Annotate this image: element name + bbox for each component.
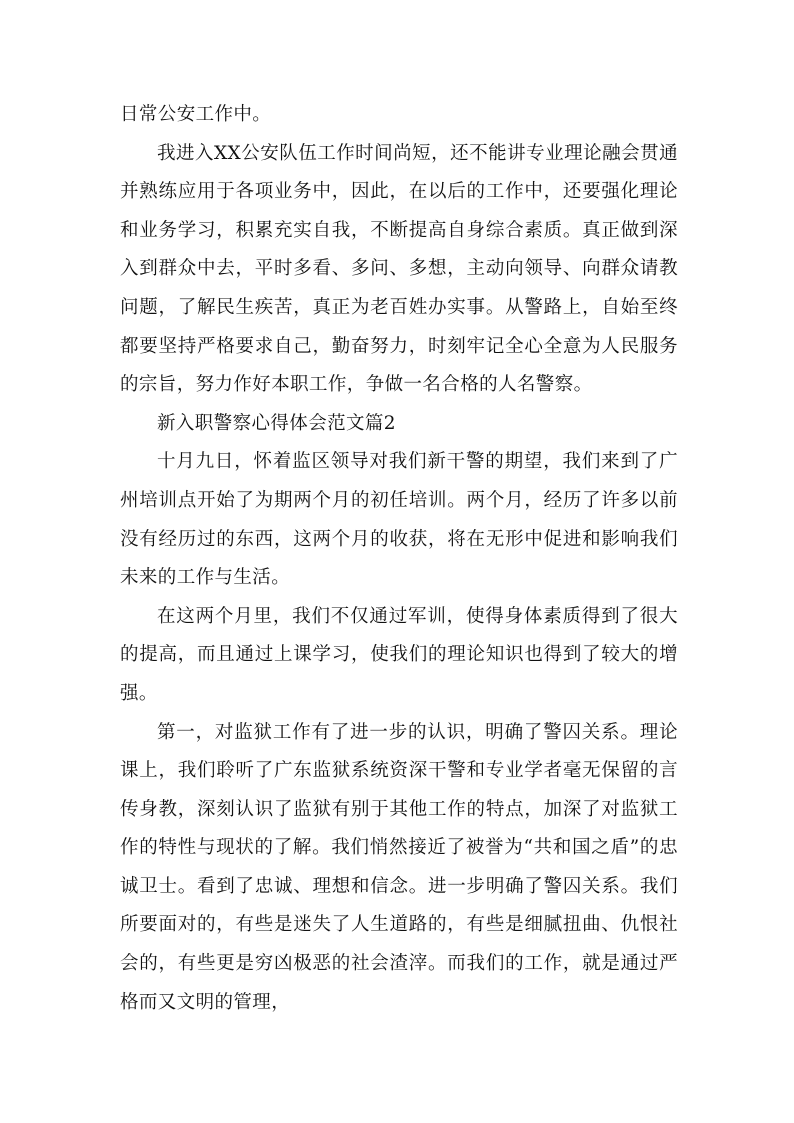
paragraph-body: 我进入XX公安队伍工作时间尚短，还不能讲专业理论融会贯通并熟练应用于各项业务中，因此，在以后的工作中，还要强化理论和业务学习，积累充实自我，不断提高自身综合素质。真正做到深入到群众中去，平时多看、多问、多想，主动向领导、向群众请教问题，了解民生疾苦，真正为老百姓办实事。从警路上，自始至终都要坚持严格要求自己，勤奋努力，时刻牢记全心全意为人民服务的宗旨，努力作好本职工作，争做一名合格的人名警察。: [120, 142, 678, 396]
paragraph-body: 在这两个月里，我们不仅通过军训，使得身体素质得到了很大的提高，而且通过上课学习，使我们的理论知识也得到了较大的增强。: [120, 605, 678, 704]
paragraph-body: 第一，对监狱工作有了进一步的认识，明确了警囚关系。理论课上，我们聆听了广东监狱系统资深干警和专业学者毫无保留的言传身教，深刻认识了监狱有别于其他工作的特点，加深了对监狱工作的特性与现状的了解。我们悄然接近了被誉为“共和国之盾”的忠诚卫士。看到了忠诚、理想和信念。进一步明确了警囚关系。我们所要面对的，有些是迷失了人生道路的，有些是细腻扭曲、仇恨社会的，有些更是穷凶极恶的社会渣滓。而我们的工作，就是通过严格而又文明的管理，: [120, 721, 678, 1013]
paragraph-continuation: 日常公安工作中。: [120, 104, 272, 125]
document-body: [120, 96, 678, 1022]
paragraph-body: 十月九日，怀着监区领导对我们新干警的期望，我们来到了广州培训点开始了为期两个月的初任培训。两个月，经历了许多以前没有经历过的东西，这两个月的收获，将在无形中促进和影响我们未来的工作与生活。: [120, 451, 678, 589]
section-heading: 新入职警察心得体会范文篇2: [157, 412, 396, 434]
